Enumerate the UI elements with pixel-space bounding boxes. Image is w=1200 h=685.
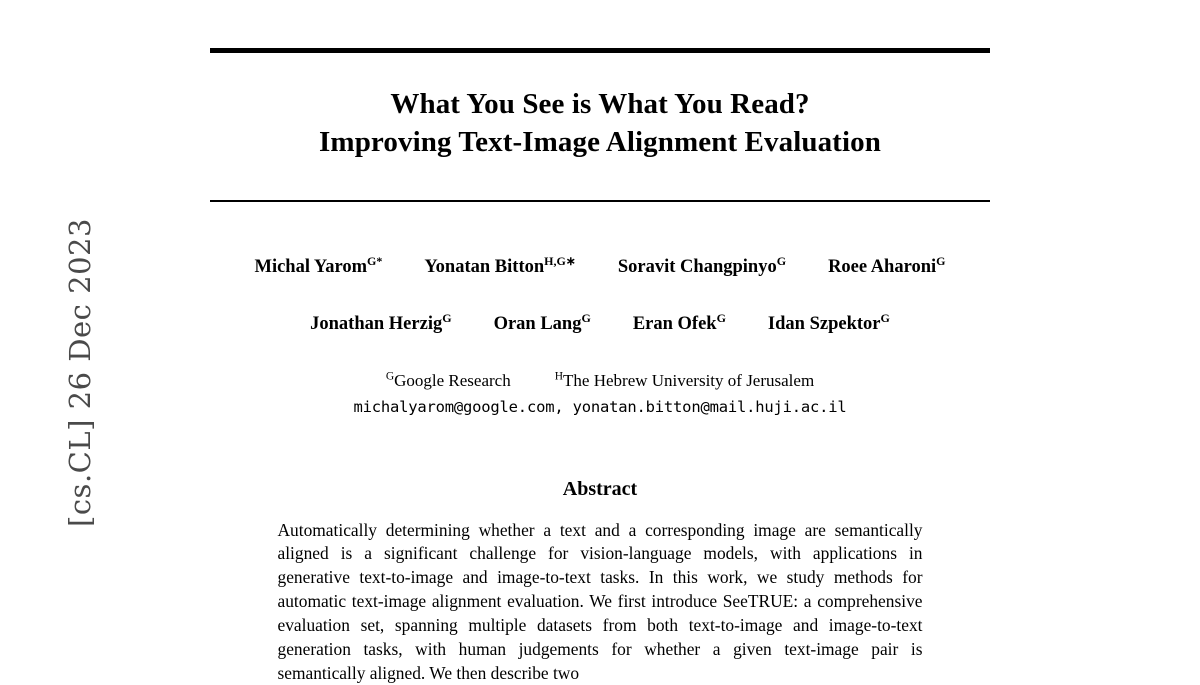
page-title (210, 85, 990, 162)
abstract-heading: Abstract (562, 477, 638, 500)
affiliation-mark-google: G (385, 369, 395, 382)
author-affiliation-mark: G (936, 253, 946, 268)
title-rule-bottom (210, 200, 990, 202)
author (632, 310, 726, 335)
author-name: Idan Szpektor (767, 313, 881, 334)
author-row (210, 310, 990, 335)
author (424, 253, 576, 278)
author-affiliation-mark: G (442, 310, 452, 325)
author-list (210, 253, 990, 335)
author-name: Roee Aharoni (828, 256, 937, 277)
author-emails: michalyarom@google.com, yonatan.bitton@mail.huji.ac.il (353, 397, 847, 416)
title-line-2: Improving Text-Image Alignment Evaluation (319, 126, 881, 159)
author-affiliation-mark: G* (367, 253, 383, 268)
author (254, 253, 383, 278)
affiliation-huji: The Hebrew University of Jerusalem (563, 370, 815, 390)
author-affiliation-mark: G (880, 310, 890, 325)
title-line-1: What You See is What You Read? (390, 88, 810, 120)
author-name: Jonathan Herzig (310, 313, 443, 334)
author-affiliation-mark: G (581, 310, 591, 325)
author-affiliation-mark: G (776, 253, 787, 268)
arxiv-stamp-text: [cs.CL] 26 Dec 2023 (63, 218, 97, 527)
abstract-body: Automatically determining whether a text and a corresponding image are semantically aligned is a significant challenge for vision-language models, with applications in generative text-to-image and image-to-text tasks. In this work, we study methods for automatic text-image alignment evaluation. We first introduce SeeTRUE: a comprehensive evaluation set, spanning multiple datasets from both text-to-image and image-to-text generation tasks, with human judgements for whether a given text-image pair is semantically aligned. We then describe two (277, 519, 923, 683)
author-affiliation-mark: G (716, 310, 726, 325)
title-rule-top (210, 48, 990, 53)
paper-page (210, 0, 990, 683)
affiliations (210, 371, 990, 391)
author-affiliation-mark: H,G∗ (544, 253, 576, 268)
affiliation-mark-huji: H (554, 369, 564, 382)
author-name: Michal Yarom (254, 256, 368, 277)
affiliation-google: Google Research (394, 370, 511, 390)
author (828, 253, 946, 278)
author-name: Eran Ofek (632, 313, 717, 334)
author-name: Soravit Changpinyo (617, 256, 777, 277)
author-name: Oran Lang (493, 313, 582, 334)
author (767, 310, 890, 335)
author (493, 310, 591, 335)
author (617, 253, 787, 278)
author-row (210, 253, 990, 278)
arxiv-stamp (0, 0, 110, 648)
author (310, 310, 452, 335)
author-name: Yonatan Bitton (424, 256, 545, 277)
